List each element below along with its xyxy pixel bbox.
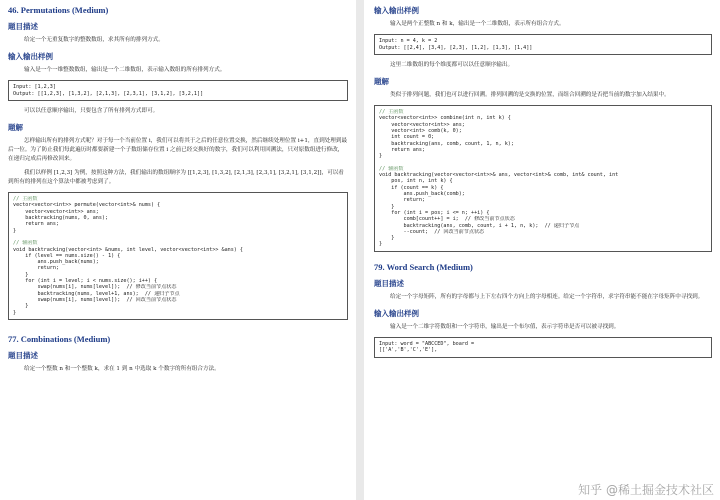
code-line: comb[count++] = i; // 修改当前节点状态 bbox=[379, 216, 515, 223]
code-line: // 辅函数 bbox=[13, 240, 38, 247]
code-line: void backtracking(vector<int> &nums, int level, vector<vector<int>> &ans) { bbox=[13, 246, 244, 253]
code-line: ans.push_back(nums); bbox=[13, 259, 99, 266]
code-line: backtracking(ans, comb, count, i + 1, n, k); // 递归子节点 bbox=[379, 222, 580, 229]
code-line: swap(nums[i], nums[level]); // 回改当前节点状态 bbox=[13, 296, 177, 303]
io-output-79: [['A','B','C','E'], bbox=[379, 347, 438, 354]
description-text: 给定一个无重复数字的整数数组，求其所有的排列方式。 bbox=[24, 37, 164, 43]
problem-79-title: 79. Word Search (Medium) bbox=[374, 261, 473, 272]
page-gutter bbox=[356, 0, 364, 500]
code-line: } bbox=[13, 309, 17, 316]
solution-paragraph-77: 类似于排列问题，我们也可以进行回溯。排列回溯的是交换的位置，而组合回溯的是否把当前的数字加入结果中。 bbox=[390, 92, 670, 99]
problem-46-title: 46. Permutations (Medium) bbox=[8, 5, 109, 15]
code-line: vector<vector<int>> ans; bbox=[13, 208, 99, 215]
solution-paragraph-2: 我们以样例 [1,2,3] 为例，按照这种方法，我们输出的数组顺序为 [[1,2,3], [1,3,2], [2,1,3], [2,3,1], [3,2,1], [3,1,2]]，可以看到所有的排列在这个算法中都被考虑到了。 bbox=[8, 170, 344, 186]
code-line: } bbox=[379, 235, 395, 242]
io-note: 可以以任意顺序输出，只要包含了所有排列方式即可。 bbox=[24, 108, 159, 115]
io-example-box-79 bbox=[374, 337, 712, 358]
watermark: 知乎 @稀土掘金技术社区 bbox=[578, 483, 714, 497]
io-note-77: 这里二维数组的每个维度都可以以任意顺序输出。 bbox=[390, 62, 514, 69]
io-description-79: 输入是一个二维字符数组和一个字符串，输出是一个布尔值，表示字符串是否可以被寻找到。 bbox=[390, 323, 620, 330]
io-output-77: Output: [[2,4], [3,4], [2,3], [1,2], [1,3], [1,4]] bbox=[379, 44, 533, 51]
io-heading-79: 输入输出样例 bbox=[374, 308, 419, 318]
code-line: backtracking(nums, level+1, ans); // 递归子节点 bbox=[13, 290, 180, 297]
io-heading: 输入输出样例 bbox=[8, 52, 53, 61]
code-line: for (int i = level; i < nums.size(); i++) { bbox=[13, 278, 158, 285]
code-line: vector<int> comb(k, 0); bbox=[379, 128, 462, 135]
code-line: int count = 0; bbox=[379, 134, 435, 141]
io-input: Input: [1,2,3] bbox=[13, 84, 56, 90]
code-block-permute bbox=[8, 192, 348, 320]
code-line: vector<vector<int>> combine(int n, int k) { bbox=[379, 115, 511, 122]
code-lines bbox=[379, 109, 707, 248]
description-heading-77: 题目描述 bbox=[8, 350, 38, 360]
code-line: } bbox=[379, 241, 383, 248]
code-line: pos, int n, int k) { bbox=[379, 178, 453, 185]
code-line: return; bbox=[379, 197, 426, 204]
code-line: vector<vector<int>> ans; bbox=[379, 121, 465, 128]
code-line: } bbox=[379, 203, 395, 210]
code-line: backtracking(nums, 0, ans); bbox=[13, 215, 109, 222]
io-example-box-77 bbox=[374, 34, 712, 55]
problem-77-title: 77. Combinations (Medium) bbox=[8, 333, 111, 344]
code-line: } bbox=[13, 227, 17, 234]
code-line: vector<vector<int>> permute(vector<int>& nums) { bbox=[13, 202, 161, 209]
solution-paragraph-1: 怎样输出所有的排列方式呢？对于每一个当前位置 i，我们可以将其于之后的任意位置交换，然后继续处理位置 i+1，直到处理到最后一位。为了防止我们每此遍历时都要新建一个子数组储存位置 i 之前已经交换好的数字，我们可以利用回溯法，只对原数组进行修改，在递归完成后再修改回来。 bbox=[8, 138, 348, 163]
solution-heading-77: 题解 bbox=[374, 77, 389, 87]
code-line: void backtracking(vector<vector<int>>& ans, vector<int>& comb, int& count, int bbox=[379, 172, 619, 179]
code-line: return; bbox=[13, 265, 60, 272]
io-output: Output: [[1,2,3], [1,3,2], [2,1,3], [2,3,1], [3,1,2], [3,2,1]] bbox=[13, 90, 204, 97]
code-line: return ans; bbox=[13, 221, 60, 228]
io-input-79: Input: word = "ABCCED", board = bbox=[379, 340, 475, 347]
solution-heading: 题解 bbox=[8, 123, 23, 133]
code-line: if (count == k) { bbox=[379, 184, 444, 191]
io-description: 输入是一个一维整数数组，输出是一个二维数组，表示输入数组的所有排列方式。 bbox=[24, 67, 226, 73]
code-line: } bbox=[379, 153, 383, 160]
description-text-77: 给定一个整数 n 和一个整数 k，求在 1 到 n 中选取 k 个数字的所有组合方法。 bbox=[24, 365, 220, 372]
code-line: for (int i = pos; i <= n; ++i) { bbox=[379, 209, 490, 216]
code-line: ans.push_back(comb); bbox=[379, 191, 465, 198]
io-example-box bbox=[8, 80, 348, 101]
code-line: // 主函数 bbox=[379, 109, 404, 116]
code-lines bbox=[13, 196, 343, 316]
code-line: } bbox=[13, 271, 29, 278]
description-heading-79: 题目描述 bbox=[374, 278, 404, 288]
code-line: // 主函数 bbox=[13, 196, 38, 203]
left-page bbox=[0, 0, 356, 500]
code-line: if (level == nums.size() - 1) { bbox=[13, 252, 121, 259]
code-line: // 辅函数 bbox=[379, 165, 404, 172]
code-line: swap(nums[i], nums[level]); // 修改当前节点状态 bbox=[13, 284, 177, 291]
description-text-79: 给定一个字母矩阵，所有的字母都与上下左右四个方向上的字母相连。给定一个字符串，求字符串能不能在字母矩阵中寻找到。 bbox=[390, 293, 704, 300]
io-input-77: Input: n = 4, k = 2 bbox=[379, 38, 438, 44]
description-heading: 题目描述 bbox=[8, 22, 38, 31]
code-line: --count; // 回改当前节点状态 bbox=[379, 228, 485, 235]
code-line: backtracking(ans, comb, count, 1, n, k); bbox=[379, 140, 514, 147]
code-block-combine bbox=[374, 105, 712, 252]
code-line: return ans; bbox=[379, 146, 426, 153]
io-heading-77: 输入输出样例 bbox=[374, 6, 419, 15]
io-description-77: 输入是两个正整数 n 和 k，输出是一个二维数组，表示所有组合方式。 bbox=[390, 21, 565, 27]
right-page bbox=[364, 0, 720, 500]
code-line: } bbox=[13, 303, 29, 310]
